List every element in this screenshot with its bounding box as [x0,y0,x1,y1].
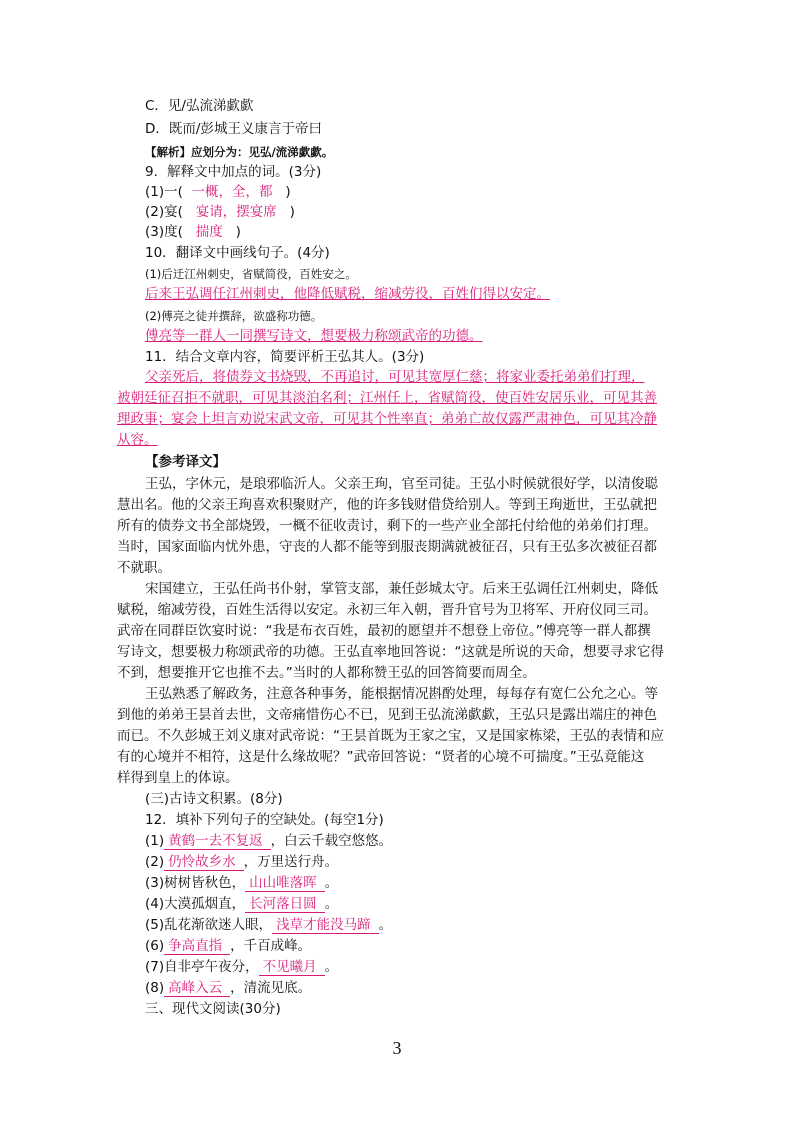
q12-item-4-before: (4)大漠孤烟直， [145,896,246,912]
q12-item-4-after: 。 [324,896,339,912]
q12-item-1-before: (1) [145,833,165,849]
q12-item-1-answer: 黄鹤一去不复返 [164,833,271,850]
q11-answer-line-1-text: 父亲死后，将债券文书烧毁，不再追讨，可见其宽厚仁慈；将家业委托弟弟们打理， [145,369,645,385]
q11-answer-line-2 [117,389,657,407]
q9-item-2-prefix: (2)宴( [145,204,183,220]
q12-item-6-after: ，千百成峰。 [230,938,312,954]
q9-item-1-prefix: (1)一( [145,184,183,200]
translation-line: 样得到皇上的体谅。 [117,770,239,786]
translation-line: 写诗文，想要极力称颂武帝的功德。王弘直率地回答说：“这就是所说的天命，想要寻求它得 [117,644,664,660]
q12-item-5-answer: 浅草才能没马蹄 [272,917,379,934]
translation-line: 所有的债券文书全部烧毁，一概不征收责讨，剩下的一些产业全部托付给他的弟弟们打理。 [117,518,657,534]
q12-item-3-after: 。 [324,875,339,891]
q11-answer-line-3-text: 理政事；宴会上坦言劝说宋武文帝，可见其个性率直；弟弟亡故仅露严肃神色，可见其冷静 [117,411,657,427]
q9-item-3-prefix: (3)度( [145,224,183,240]
q12-item-1-after: ，白云千载空悠悠。 [270,833,393,849]
option-c: C．见/弘流涕歔歔 [145,98,254,114]
q10-sentence-1: (1)后迁江州刺史，省赋简役，百姓安之。 [145,267,357,281]
q9-item-2-answer: 宴请，摆宴席 [195,204,277,220]
q10-answer-2-text: 傅亮等一群人一同撰写诗文，想要极力称颂武帝的功德。 [145,328,483,344]
q12-item-3-answer: 山山唯落晖 [245,875,325,892]
page-number: 3 [392,1038,402,1058]
translation-line: 王弘，字休元，是琅邪临沂人。父亲王珣，官至司徒。王弘小时候就很好学，以清俊聪 [145,476,658,492]
q12-item-6-answer: 争高直指 [164,938,230,955]
q10-sentence-2: (2)傅亮之徒并撰辞，欲盛称功德。 [145,309,323,323]
q12-item-7-after: 。 [324,959,339,975]
translation-line: 当时，国家面临内忧外患，守丧的人都不能等到服丧期满就被征召，只有王弘多次被征召都 [117,539,657,555]
q9-item-3 [145,223,241,241]
q9-item-1-answer: 一概，全，都 [191,184,273,200]
q12-item [145,979,311,997]
q11-answer-line-2-text: 被朝廷征召拒不就职，可见其淡泊名利；江州任上，省赋简役，使百姓安居乐业，可见其善 [117,390,657,406]
translation-line: 武帝在同群臣饮宴时说：“我是布衣百姓，最初的愿望并不想登上帝位。”傅亮等一群人都撰 [117,623,651,639]
q9-item-1-suffix: ) [285,184,291,200]
q10-answer-1-text: 后来王弘调任江州刺史，他降低赋税，缩减劳役，百姓们得以安定。 [145,286,550,302]
q12-item-7-before: (7)自非亭午夜分， [145,959,259,975]
q10-answer-2 [145,327,483,345]
q12-item [145,937,311,955]
q12-item-2-after: ，万里送行舟。 [243,854,339,870]
section-modern-title: 三、现代文阅读(30分) [145,1001,281,1017]
option-d: D．既而/彭城王义康言于帝曰 [145,121,322,137]
q10-title: 10．翻译文中画线句子。(4分) [145,245,330,261]
analysis-8: 【解析】应划分为：见弘/流涕歔歔。 [145,145,334,159]
translation-line: 而已。不久彭城王刘义康对武帝说：“王昙首既为王家之宝，又是国家栋梁，王弘的表情和应 [117,728,664,744]
q11-answer-line-4-text: 从容。 [117,432,158,448]
q9-item-3-suffix: ) [235,224,241,240]
translation-heading: 【参考译文】 [145,454,226,470]
translation-line: 宋国建立，王弘任尚书仆射，掌管支部，兼任彭城太守。后来王弘调任江州刺史，降低 [145,581,658,597]
translation-line: 王弘熟悉了解政务，注意各种事务，能根据情况斟酌处理，每每存有宽仁公允之心。等 [145,686,658,702]
q12-item [145,895,338,913]
q11-answer-line-3 [117,410,657,428]
translation-line: 不就职。 [117,560,171,576]
q12-item [145,832,392,850]
translation-line: 慧出名。他的父亲王珣喜欢积聚财产，他的许多钱财借贷给别人。等到王珣逝世，王弘就把 [117,497,657,513]
q9-item-2-suffix: ) [289,204,295,220]
translation-line: 赋税，缩减劳役，百姓生活得以安定。永初三年入朝，晋升官号为卫将军、开府仪同三司。 [117,602,657,618]
q11-title: 11．结合文章内容，简要评析王弘其人。(3分) [145,349,425,365]
translation-line: 不到，想要推开它也推不去。”当时的人都称赞王弘的回答简要而周全。 [117,665,536,681]
translation-line: 有的心境并不相符，这是什么缘故呢？”武帝回答说：“贤者的心境不可揣度。”王弘竟能这 [117,749,645,765]
q11-answer-line-1 [145,368,645,386]
q9-item-2 [145,203,295,221]
q12-item [145,874,338,892]
q12-item [145,916,392,934]
q12-item-2-before: (2) [145,854,165,870]
q12-item-8-after: ，清流见底。 [230,980,312,996]
q12-item-5-after: 。 [378,917,393,933]
q12-item [145,958,338,976]
q12-item-3-before: (3)树树皆秋色， [145,875,246,891]
q12-item-2-answer: 仍怜故乡水 [164,854,244,871]
q10-answer-1 [145,285,550,303]
q12-item-5-before: (5)乱花渐欲迷人眼， [145,917,273,933]
q12-item-7-answer: 不见曦月 [259,959,325,976]
q11-answer-line-4 [117,431,158,449]
q9-title: 9．解释文中加点的词。(3分) [145,164,322,180]
q12-title: 12．填补下列句子的空缺处。(每空1分) [145,812,384,828]
q9-item-3-answer: 揣度 [195,224,223,240]
q12-item-4-answer: 长河落日圆 [245,896,325,913]
q12-item-6-before: (6) [145,938,165,954]
translation-line: 到他的弟弟王昙首去世，文帝痛惜伤心不已，见到王弘流涕歔歔，王弘只是露出端庄的神色 [117,707,657,723]
q12-item-8-before: (8) [145,980,165,996]
q12-item-8-answer: 高峰入云 [164,980,230,997]
q12-item [145,853,338,871]
q9-item-1 [145,183,291,201]
section-3-title: (三)古诗文积累。(8分) [145,791,283,807]
